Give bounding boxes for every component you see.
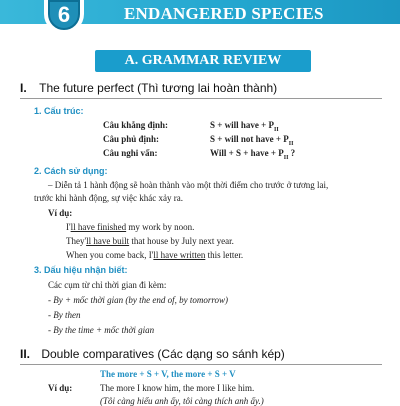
part1-heading (20, 81, 277, 95)
signals-intro: Các cụm từ chỉ thời gian đi kèm: (48, 280, 167, 290)
part1-heading-text: The future perfect (Thì tương lai hoàn thành) (39, 81, 278, 95)
section-a-banner: A. GRAMMAR REVIEW (95, 50, 311, 72)
double-comparative-formula: The more + S + V, the more + S + V (100, 369, 236, 379)
signal-item: - By + mốc thời gian (by the end of, by tomorrow) (48, 295, 229, 305)
example-2: They'll have built that house by July next year. (66, 236, 234, 246)
affirmative-formula: S + will have + $P_{II}$ (210, 120, 279, 133)
usage-line-2: trước khi hành động, sự việc khác xảy ra. (34, 193, 183, 203)
unit-title: ENDANGERED SPECIES (124, 4, 324, 23)
example-label: Ví dụ: (48, 208, 73, 218)
part1-divider (20, 98, 382, 99)
affirmative-label: Câu khẳng định: (103, 120, 169, 130)
signals-label: 3. Dấu hiệu nhận biết: (34, 265, 128, 275)
usage-label: 2. Cách sử dụng: (34, 166, 108, 176)
part2-heading-text: Double comparatives (Các dạng so sánh kép) (41, 347, 285, 361)
part1-numeral: I. (20, 81, 27, 95)
example-3: When you come back, I'll have written this letter. (66, 250, 244, 260)
negative-formula: S + will not have + $P_{II}$ (210, 134, 294, 147)
negative-label: Câu phủ định: (103, 134, 160, 144)
part2-example-translation: (Tôi càng hiểu anh ấy, tôi càng thích anh ấy.) (100, 396, 264, 406)
example-1: I'll have finished my work by noon. (66, 222, 195, 232)
signal-item: - By then (48, 310, 81, 320)
question-label: Câu nghi vấn: (103, 148, 158, 158)
question-formula: Will + S + have + $P_{II}$ ? (210, 148, 296, 161)
signal-item: - By the time + mốc thời gian (48, 325, 155, 335)
structure-label: 1. Cấu trúc: (34, 106, 84, 116)
part2-example: The more I know him, the more I like him. (100, 383, 255, 393)
part2-heading (20, 347, 285, 361)
usage-line-1: – Diễn tả 1 hành động sẽ hoàn thành vào một thời điểm cho trước ở tương lai, (48, 180, 329, 190)
part2-numeral: II. (20, 347, 31, 361)
part2-divider (20, 364, 382, 365)
part2-example-label: Ví dụ: (48, 383, 73, 393)
unit-number-badge: 6 (48, 0, 80, 30)
